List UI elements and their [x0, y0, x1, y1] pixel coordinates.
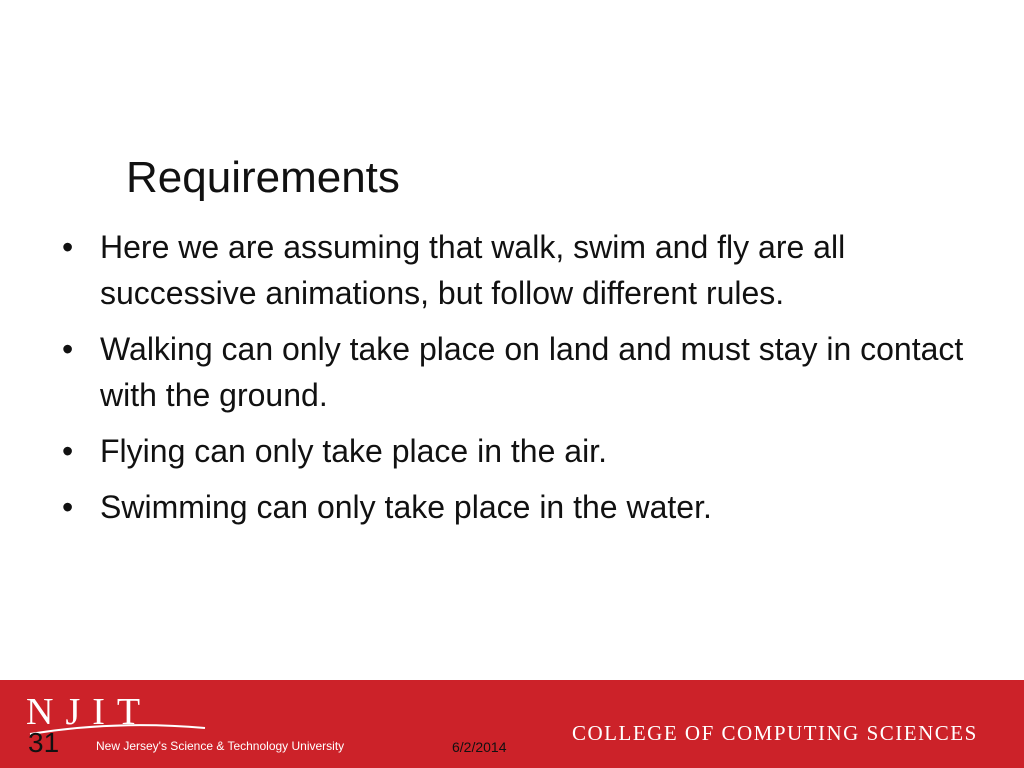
bullet-list — [62, 224, 1002, 540]
footer-bar — [0, 680, 1024, 768]
bullet-text: Swimming can only take place in the water. — [100, 489, 712, 525]
bullet-text: Flying can only take place in the air. — [100, 433, 607, 469]
college-name: COLLEGE OF COMPUTING SCIENCES — [572, 721, 978, 745]
university-tagline: New Jersey's Science & Technology University — [96, 739, 345, 753]
slide-number: 31 — [28, 727, 60, 758]
bullet-dot-icon: • — [62, 489, 74, 525]
bullet-dot-icon: • — [62, 331, 74, 367]
njit-logo: NJIT — [26, 691, 153, 733]
bullet-item — [62, 428, 1002, 474]
slide-title: Requirements — [126, 153, 400, 202]
bullet-text: Walking can only take place on land and must stay in contact with the ground. — [100, 331, 964, 413]
bullet-text: Here we are assuming that walk, swim and fly are all successive animations, but follow different rules. — [100, 229, 846, 311]
bullet-item — [62, 224, 1002, 316]
slide-date: 6/2/2014 — [452, 739, 507, 755]
bullet-dot-icon: • — [62, 229, 74, 265]
bullet-item — [62, 326, 1002, 418]
bullet-item — [62, 484, 1002, 530]
bullet-dot-icon: • — [62, 433, 74, 469]
